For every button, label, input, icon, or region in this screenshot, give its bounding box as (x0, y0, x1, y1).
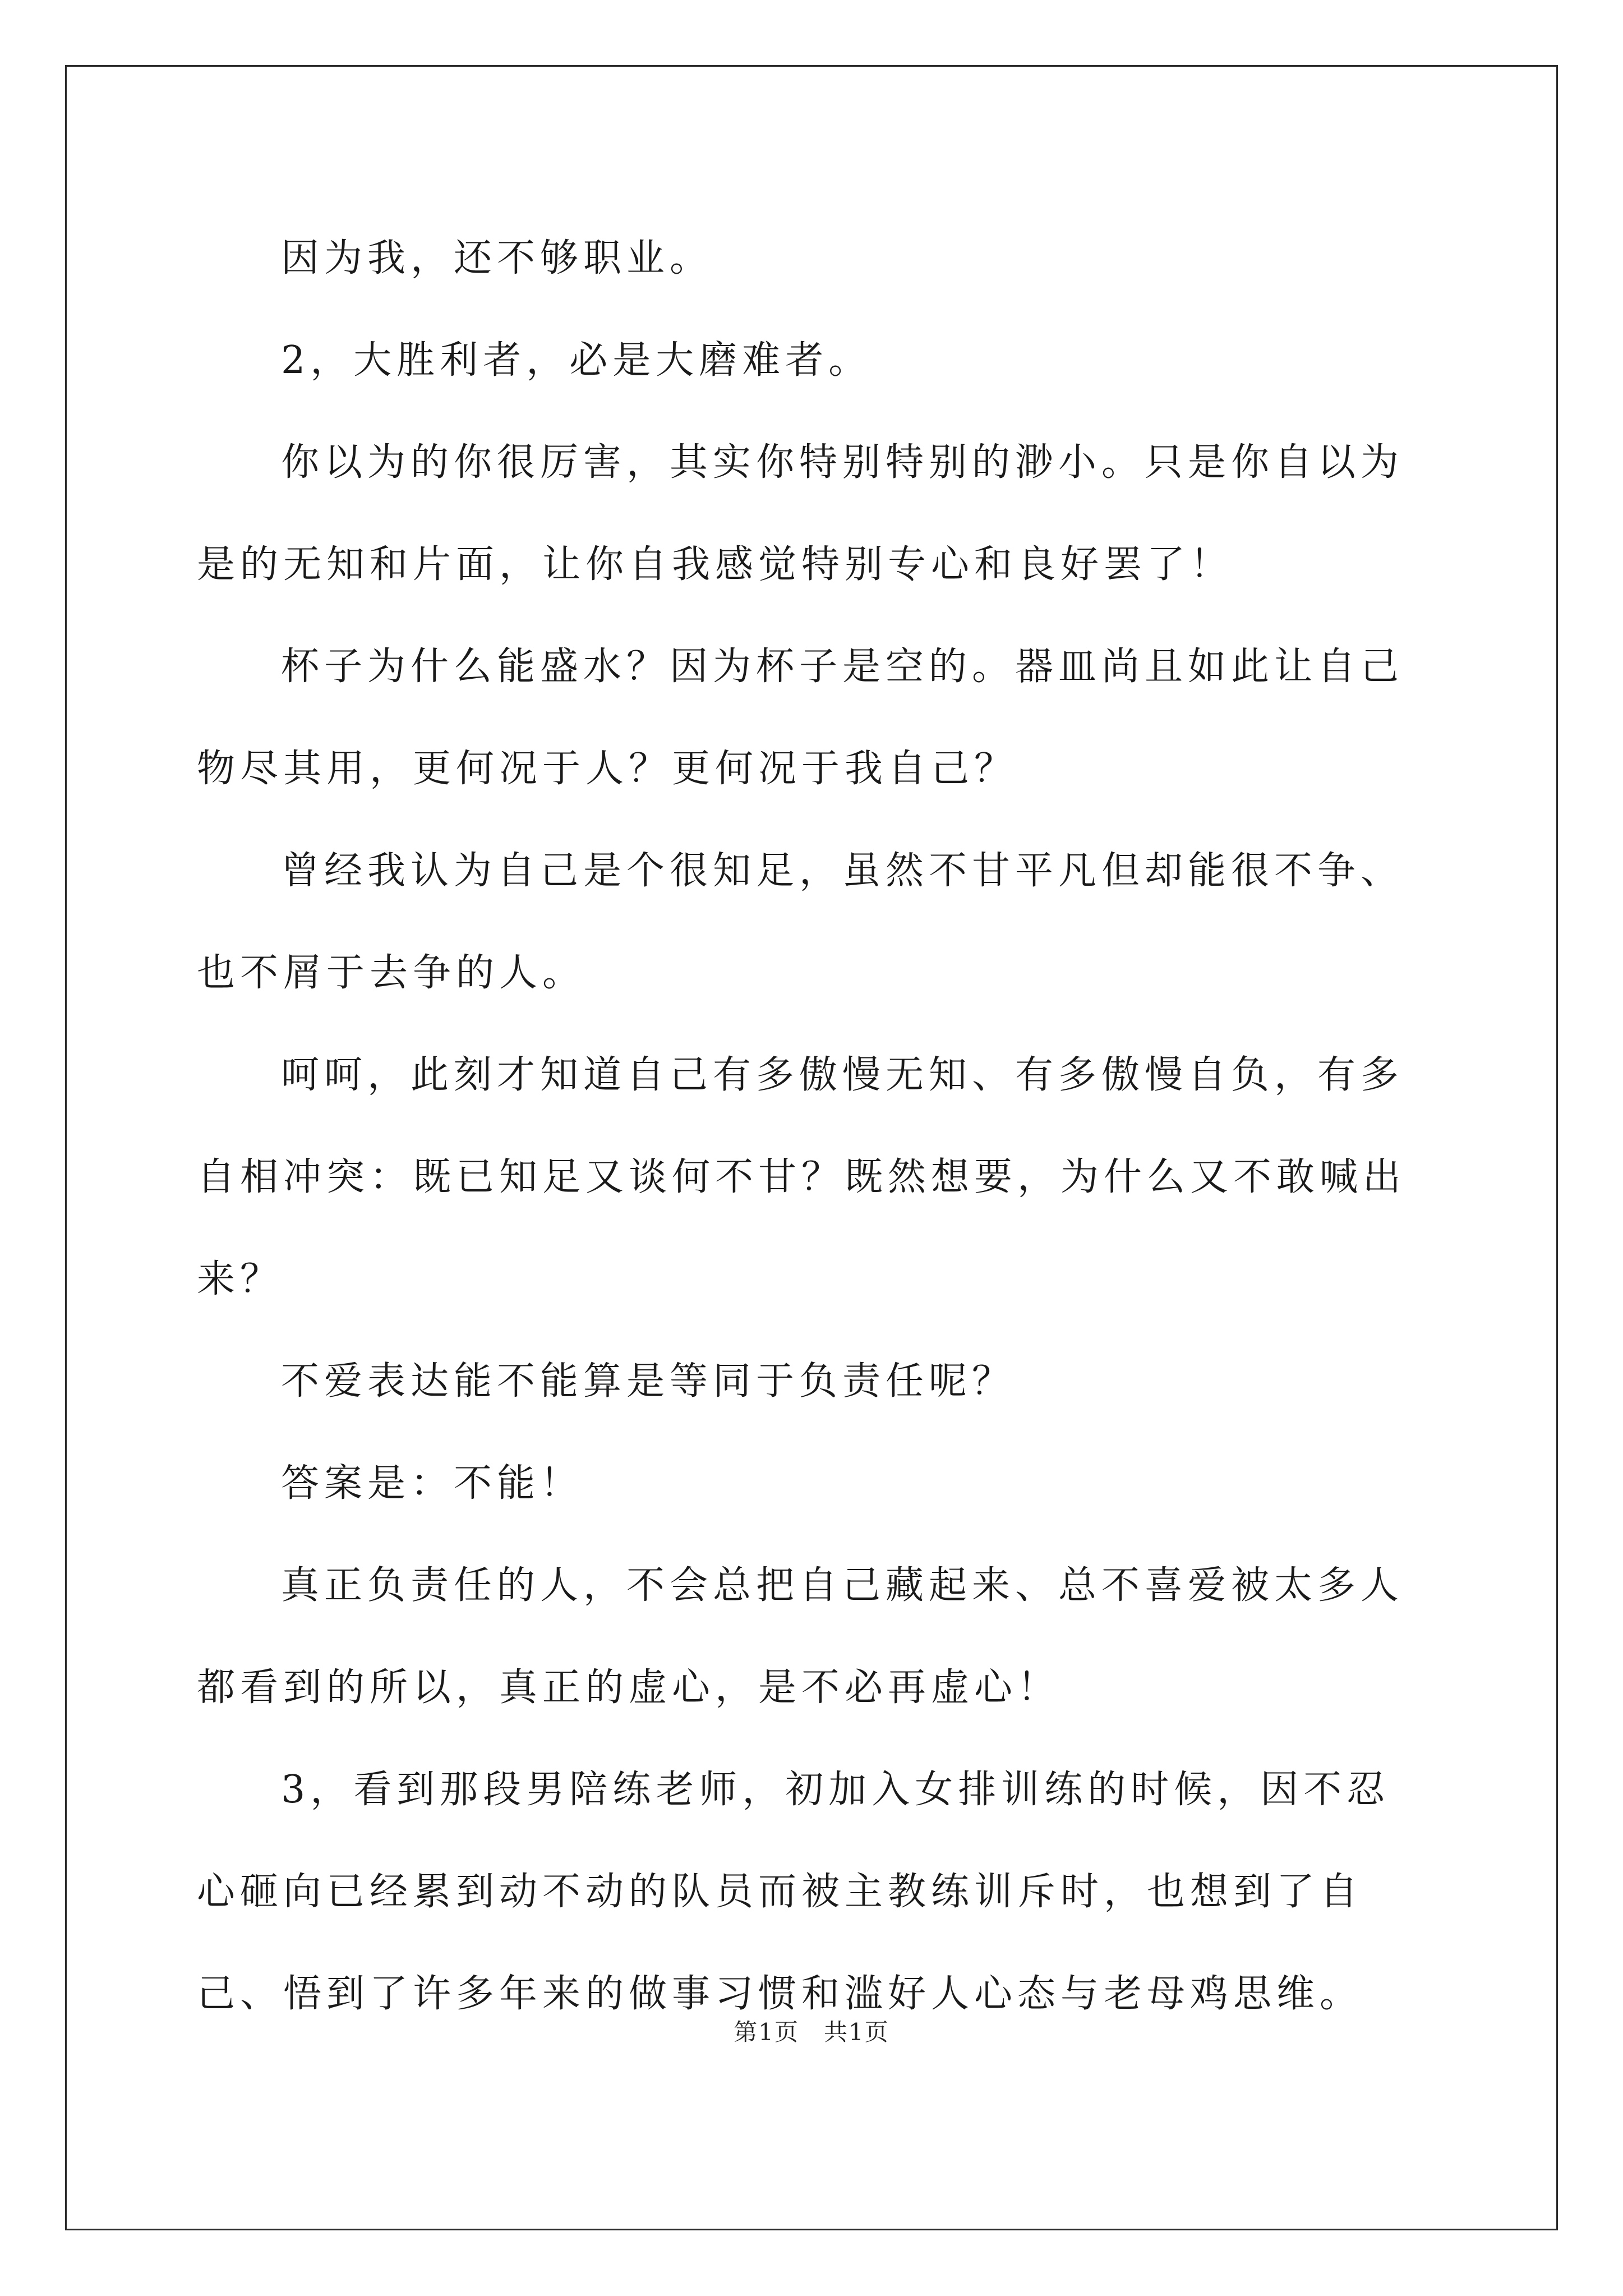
paragraph: 呵呵，此刻才知道自己有多傲慢无知、有多傲慢自负，有多自相冲突：既已知足又谈何不甘？既然想要，为什么又不敢喊出来？ (197, 1053, 1407, 1301)
paragraph: 因为我，还不够职业。 (281, 236, 713, 280)
paragraph: 你以为的你很厉害，其实你特别特别的渺小。只是你自以为是的无知和片面，让你自我感觉特别专心和良好罢了！ (197, 440, 1404, 587)
paragraph: 曾经我认为自己是个很知足，虽然不甘平凡但却能很不争、也不屑于去争的人。 (197, 849, 1404, 995)
paragraph: 杯子为什么能盛水？因为杯子是空的。器皿尚且如此让自己物尽其用，更何况于人？更何况于我自己？ (197, 645, 1404, 791)
page-number-footer: 第1页 共1页 (734, 2018, 889, 2046)
paragraph: 3，看到那段男陪练老师，初加入女排训练的时候，因不忍心砸向已经累到动不动的队员而被主教练训斥时，也想到了自己、悟到了许多年来的做事习惯和滥好人心态与老母鸡思维。 (197, 1768, 1390, 2016)
paragraph: 答案是：不能！ (281, 1461, 584, 1506)
paragraph: 真正负责任的人，不会总把自己藏起来、总不喜爱被太多人都看到的所以，真正的虚心，是不必再虚心！ (197, 1563, 1404, 1710)
paragraph: 2，大胜利者，必是大磨难者。 (281, 338, 872, 383)
document-body (197, 208, 1431, 2045)
paragraph: 不爱表达能不能算是等同于负责任呢？ (281, 1359, 1016, 1404)
